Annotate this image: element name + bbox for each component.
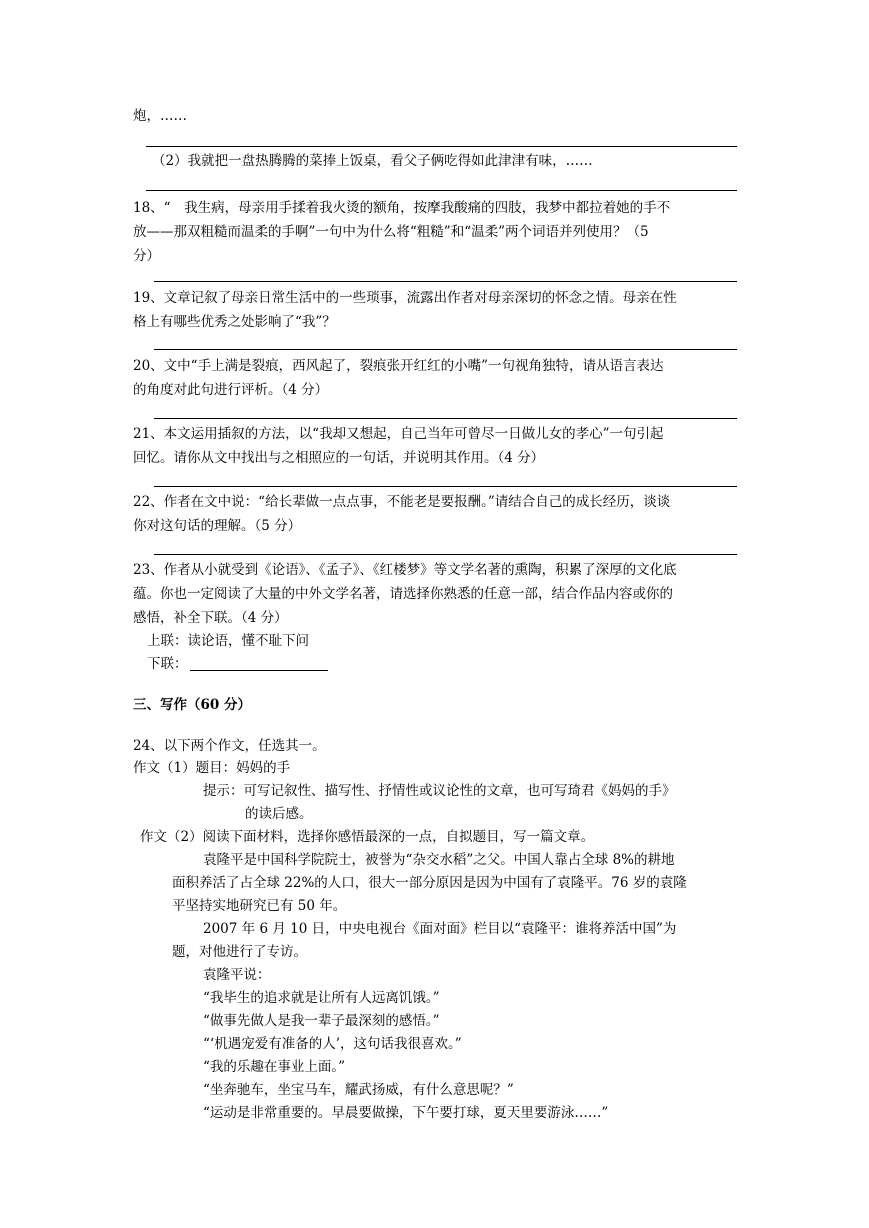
couplet-lower-label: 下联：: [147, 656, 188, 672]
quote-item: “坐奔驰车，坐宝马车，耀武扬威，有什么意思呢？”: [203, 1082, 514, 1098]
quote-item: “我的乐趣在事业上面。”: [203, 1059, 346, 1075]
answer-line[interactable]: [154, 418, 737, 419]
answer-line[interactable]: [146, 190, 737, 191]
answer-line[interactable]: [154, 554, 737, 555]
material-p2-line-2: 题，对他进行了专访。: [172, 944, 307, 960]
couplet-upper: 上联：读论语，懂不耻下问: [147, 633, 309, 649]
material-said: 袁隆平说：: [203, 967, 271, 983]
answer-line[interactable]: [154, 281, 737, 282]
material-p1-line-1: 袁隆平是中国科学院院士，被誉为“杂交水稻”之父。中国人靠占全球 8%的耕地: [203, 852, 675, 868]
q18-line-1: 18、“ 我生病，母亲用手揉着我火烫的额角，按摩我酸痛的四肢，我梦中都拉着她的手不: [133, 200, 671, 216]
quote-item: “我毕生的追求就是让所有人远离饥饿。”: [203, 990, 440, 1006]
q23-line-3: 感悟，补全下联。（4 分）: [133, 610, 288, 626]
answer-line[interactable]: [154, 349, 737, 350]
essay-option-2-title: 作文（2）阅读下面材料，选择你感悟最深的一点，自拟题目，写一篇文章。: [140, 829, 595, 845]
material-p1-line-2: 面积养活了占全球 22%的人口，很大一部分原因是因为中国有了袁隆平。76 岁的袁隆: [172, 875, 687, 891]
essay-option-1-hint-2: 的读后感。: [245, 806, 313, 822]
q23-line-2: 蕴。你也一定阅读了大量的中外文学名著，请选择你熟悉的任意一部，结合作品内容或你的: [133, 586, 673, 602]
quote-item: “‘机遇宠爱有准备的人’，这句话我很喜欢。”: [203, 1036, 462, 1052]
q17-line-2: （2）我就把一盘热腾腾的菜捧上饭桌，看父子俩吃得如此津津有味，……: [152, 153, 593, 169]
q18-line-3: 分）: [133, 248, 160, 264]
q21-line-1: 21、本文运用插叙的方法，以“我却又想起，自己当年可曾尽一日做儿女的孝心”一句引起: [133, 426, 664, 442]
answer-line[interactable]: [146, 146, 737, 147]
couplet-lower-blank[interactable]: [190, 656, 328, 671]
essay-option-1-hint-1: 提示：可写记叙性、描写性、抒情性或议论性的文章，也可写琦君《妈妈的手》: [203, 783, 676, 799]
quote-item: “做事先做人是我一辈子最深刻的感悟。”: [203, 1013, 440, 1029]
q19-line-1: 19、文章记叙了母亲日常生活中的一些琐事，流露出作者对母亲深切的怀念之情。母亲在性: [133, 290, 677, 306]
quote-item: “运动是非常重要的。早晨要做操，下午要打球，夏天里要游泳……”: [203, 1105, 609, 1121]
essay-option-1-title: 作文（1）题目：妈妈的手: [133, 760, 291, 776]
material-p2-line-1: 2007 年 6 月 10 日，中央电视台《面对面》栏目以“袁隆平：谁将养活中国”为: [203, 921, 677, 937]
q23-line-1: 23、作者从小就受到《论语》、《孟子》、《红楼梦》等文学名著的熏陶，积累了深厚的文化底: [133, 562, 677, 578]
q20-line-1: 20、文中“手上满是裂痕，西风起了，裂痕张开红红的小嘴”一句视角独特，请从语言表达: [133, 358, 664, 374]
section-title-writing: 三、写作（60 分）: [133, 697, 251, 713]
q22-line-1: 22、作者在文中说：“给长辈做一点点事，不能老是要报酬。”请结合自己的成长经历，谈谈: [133, 494, 671, 510]
q24-intro: 24、以下两个作文，任选其一。: [133, 738, 326, 754]
q17-line-1: 炮，……: [133, 108, 187, 124]
q21-line-2: 回忆。请你从文中找出与之相照应的一句话，并说明其作用。（4 分）: [133, 450, 545, 466]
q18-line-2: 放——那双粗糙而温柔的手啊”一句中为什么将“粗糙”和“温柔”两个词语并列使用？（5: [133, 224, 649, 240]
q20-line-2: 的角度对此句进行评析。（4 分）: [133, 382, 329, 398]
q22-line-2: 你对这句话的理解。（5 分）: [133, 518, 302, 534]
couplet-lower-row: [147, 654, 328, 674]
answer-line[interactable]: [154, 486, 737, 487]
material-p1-line-3: 平坚持实地研究已有 50 年。: [172, 898, 347, 914]
q19-line-2: 格上有哪些优秀之处影响了“我”？: [133, 314, 336, 330]
